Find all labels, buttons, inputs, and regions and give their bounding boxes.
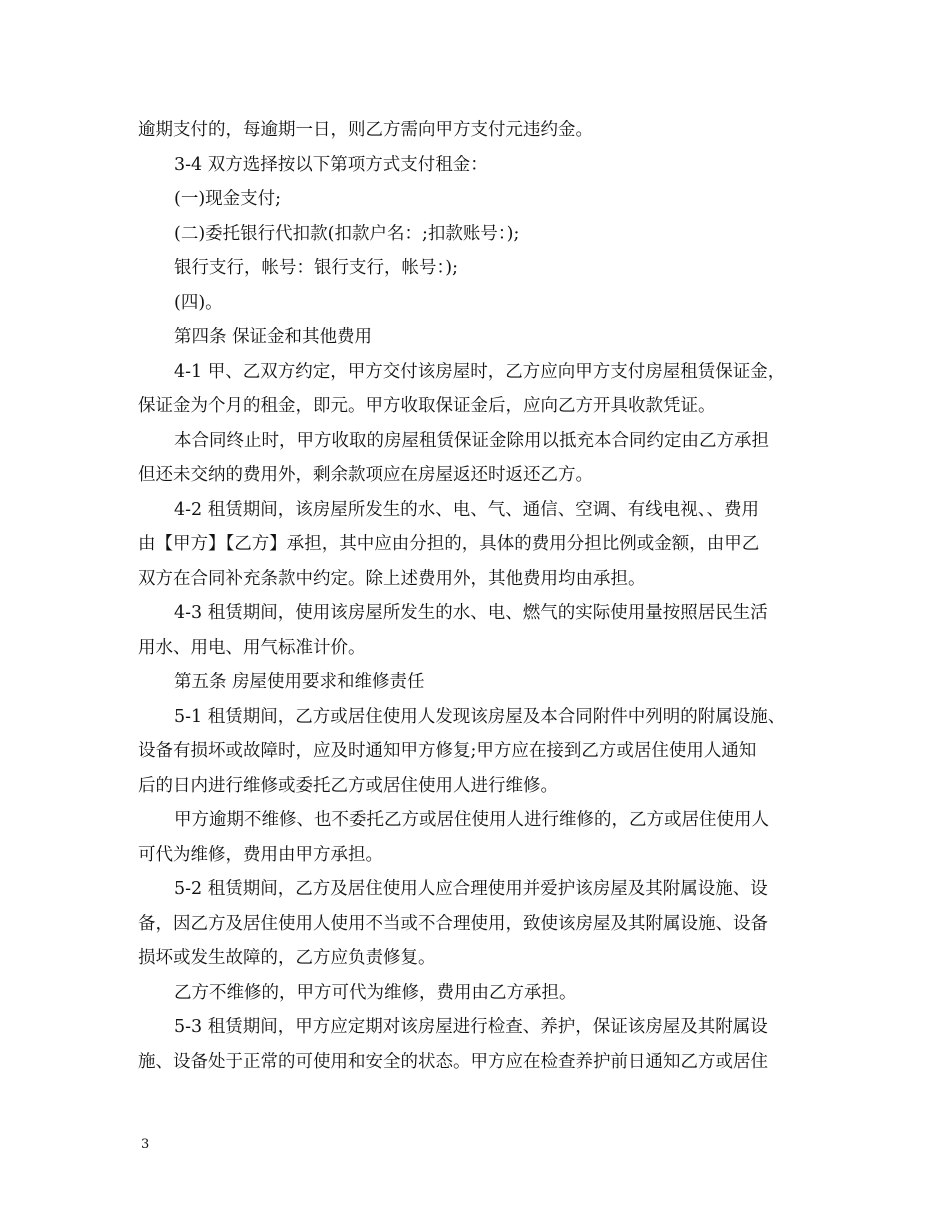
text-line: (一)现金支付; [174,189,282,209]
text-line: 本合同终止时，甲方收取的房屋租赁保证金除用以抵充本合同约定由乙方承担 [174,430,769,451]
text-line: 3-4 双方选择按以下第项方式支付租金： [174,154,488,175]
text-line: 用水、用电、用气标准计价。 [138,637,366,658]
text-line: 乙方不维修的，甲方可代为维修，费用由乙方承担。 [174,982,577,1003]
text-line: 损坏或发生故障的，乙方应负责修复。 [138,948,436,968]
text-line: 保证金为个月的租金，即元。甲方收取保证金后，应向乙方开具收款凭证。 [138,396,716,416]
text-line: 第五条 房屋使用要求和维修责任 [174,672,425,692]
text-line: 4-1 甲、乙双方约定，甲方交付该房屋时，乙方应向甲方支付房屋租赁保证金， [174,361,786,382]
text-line: 双方在合同补充条款中约定。除上述费用外，其他费用均由承担。 [138,568,646,589]
text-line: 备，因乙方及居住使用人使用不当或不合理使用，致使该房屋及其附属设施、设备 [138,913,768,934]
text-line: (二)委托银行代扣款(扣款户名：;扣款账号：); [174,223,520,244]
text-line: (四)。 [174,292,223,313]
text-line: 后的日内进行维修或委托乙方或居住使用人进行维修。 [138,775,558,796]
text-line: 银行支行，帐号：银行支行，帐号：); [174,258,458,278]
text-line: 甲方逾期不维修、也不委托乙方或居住使用人进行维修的，乙方或居住使用人 [174,810,769,830]
text-line: 5-2 租赁期间，乙方及居住使用人应合理使用并爱护该房屋及其附属设施、设 [174,879,768,899]
text-line: 逾期支付的，每逾期一日，则乙方需向甲方支付元违约金。 [138,120,593,140]
text-line: 5-1 租赁期间，乙方或居住使用人发现该房屋及本合同附件中列明的附属设施、 [174,706,786,727]
text-line: 4-3 租赁期间，使用该房屋所发生的水、电、燃气的实际使用量按照居民生活 [174,603,768,623]
text-line: 5-3 租赁期间，甲方应定期对该房屋进行检查、养护，保证该房屋及其附属设 [174,1017,768,1037]
text-line: 4-2 租赁期间，该房屋所发生的水、电、气、通信、空调、有线电视、、费用 [174,499,759,520]
text-line: 施、设备处于正常的可使用和安全的状态。甲方应在检查养护前日通知乙方或居住 [138,1051,768,1072]
text-line: 第四条 保证金和其他费用 [174,327,373,347]
document-body [138,113,828,1079]
text-line: 可代为维修，费用由甲方承担。 [138,844,383,865]
page-number: 3 [141,1137,150,1152]
text-line: 但还未交纳的费用外，剩余款项应在房屋返还时返还乙方。 [138,465,593,485]
text-line: 由【甲方】【乙方】承担，其中应由分担的，具体的费用分担比例或金额，由甲乙 [138,534,760,554]
text-line: 设备有损坏或故障时，应及时通知甲方修复;甲方应在接到乙方或居住使用人通知 [138,741,757,761]
